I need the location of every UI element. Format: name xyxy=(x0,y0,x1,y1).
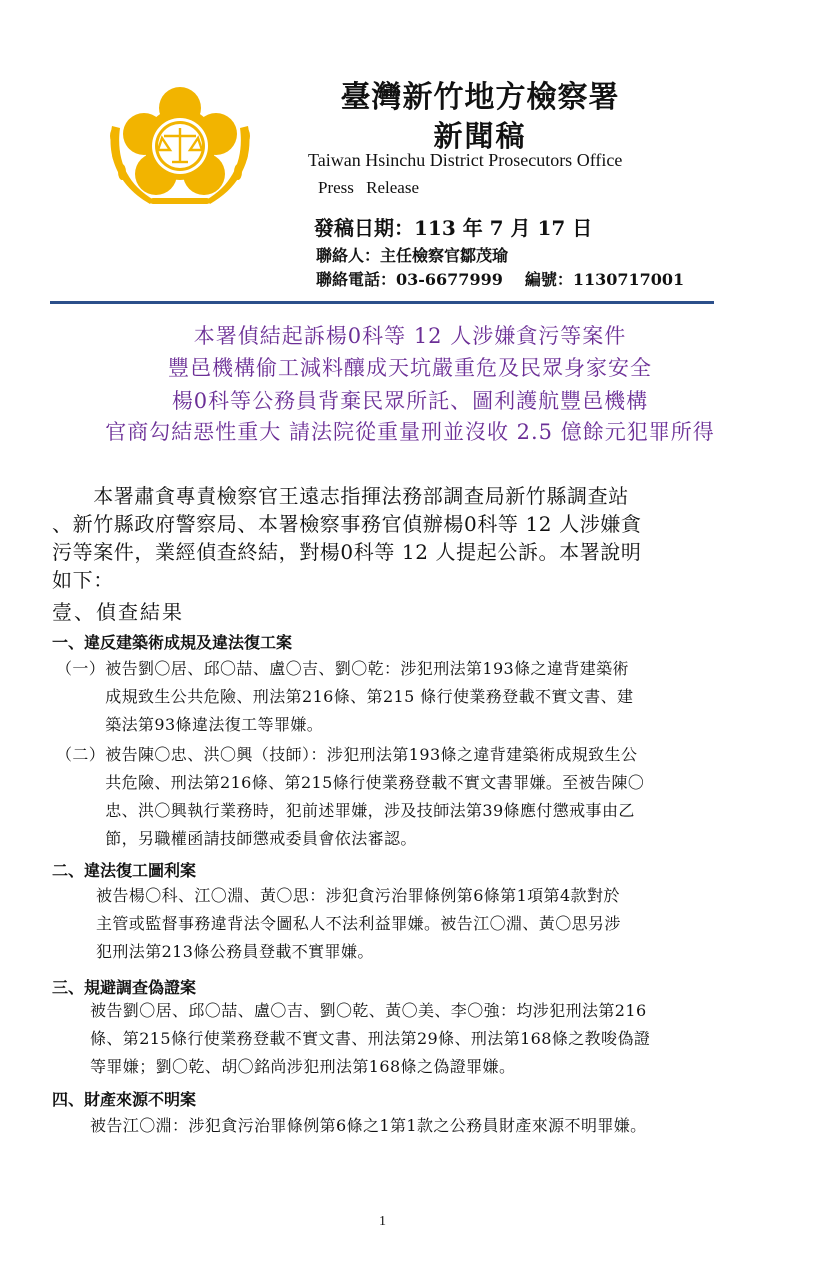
item-line: （二）被告陳〇忠、洪〇興（技師）：涉犯刑法第193條之違背建築術成規致生公 xyxy=(56,745,638,764)
org-title: 臺灣新竹地方檢察署 xyxy=(340,80,620,115)
contact-phone: 聯絡電話：03-6677999 xyxy=(316,270,503,289)
paragraph-line: 犯刑法第213條公務員登載不實罪嫌。 xyxy=(96,942,374,961)
section-heading: 三、規避調查偽證案 xyxy=(52,978,197,997)
item-line: 節，另職權函請技師懲戒委員會依法審認。 xyxy=(56,829,417,848)
contact-person: 聯絡人：主任檢察官鄒茂瑜 xyxy=(316,246,509,265)
item-line: 築法第93條違法復工等罪嫌。 xyxy=(56,715,324,734)
paragraph-line: 被告楊〇科、江〇淵、黃〇思：涉犯貪污治罪條例第6條第1項第4款對於 xyxy=(96,886,620,905)
intro-line: 、新竹縣政府警察局、本署檢察事務官偵辦楊0科等 12 人涉嫌貪 xyxy=(52,512,642,536)
org-english-name: Taiwan Hsinchu District Prosecutors Office xyxy=(308,150,623,170)
prosecutors-office-logo xyxy=(104,86,256,216)
press-title: 新聞稿 xyxy=(433,119,527,153)
intro-paragraph xyxy=(52,482,728,594)
header-divider xyxy=(50,301,714,304)
item-line: （一）被告劉〇居、邱〇喆、盧〇吉、劉〇乾：涉犯刑法第193條之違背建築術 xyxy=(56,659,629,678)
section-heading: 一、違反建築術成規及違法復工案 xyxy=(52,633,293,652)
intro-line: 如下： xyxy=(52,568,114,592)
section-item xyxy=(56,741,644,853)
part-title: 壹、偵查結果 xyxy=(52,600,184,624)
item-line: 忠、洪〇興執行業務時，犯前述罪嫌，涉及技師法第39條應付懲戒事由乙 xyxy=(56,801,635,820)
intro-line: 本署肅貪專責檢察官王遠志指揮法務部調查局新竹縣調查站 xyxy=(52,484,629,508)
section-heading: 二、違法復工圖利案 xyxy=(52,861,197,880)
section-heading: 四、財產來源不明案 xyxy=(52,1090,197,1109)
press-release-label: Press Release xyxy=(318,178,420,197)
intro-line: 污等案件，業經偵查終結，對楊0科等 12 人提起公訴。本署說明 xyxy=(52,540,642,564)
section-paragraph xyxy=(90,1112,647,1140)
release-date: 發稿日期：113 年 7 月 17 日 xyxy=(314,216,593,240)
document-number: 編號：1130717001 xyxy=(524,270,685,289)
headline-line: 楊0科等公務員背棄民眾所託、圖利護航豐邑機構 xyxy=(171,389,649,413)
page-number: 1 xyxy=(379,1214,386,1229)
paragraph-line: 主管或監督事務違背法令圖私人不法利益罪嫌。被告江〇淵、黃〇思另涉 xyxy=(96,914,621,933)
section-paragraph xyxy=(96,882,621,966)
section-item xyxy=(56,655,633,739)
paragraph-line: 被告劉〇居、邱〇喆、盧〇吉、劉〇乾、黃〇美、李〇強：均涉犯刑法第216 xyxy=(90,1001,647,1020)
headline-line: 本署偵結起訴楊0科等 12 人涉嫌貪污等案件 xyxy=(193,324,627,348)
headline-line: 官商勾結惡性重大 請法院從重量刑並沒收 2.5 億餘元犯罪所得 xyxy=(105,420,715,444)
paragraph-line: 等罪嫌；劉〇乾、胡〇銘尚涉犯刑法第168條之偽證罪嫌。 xyxy=(90,1057,516,1076)
contact-phone-line xyxy=(316,267,684,290)
headline-line: 豐邑機構偷工減料釀成天坑嚴重危及民眾身家安全 xyxy=(168,356,652,380)
item-line: 成規致生公共危險、刑法第216條、第215 條行使業務登載不實文書、建 xyxy=(56,687,634,706)
section-paragraph xyxy=(90,997,650,1081)
paragraph-line: 條、第215條行使業務登載不實文書、刑法第29條、刑法第168條之教唆偽證 xyxy=(90,1029,651,1048)
paragraph-line: 被告江〇淵：涉犯貪污治罪條例第6條之1第1款之公務員財產來源不明罪嫌。 xyxy=(90,1116,647,1135)
item-line: 共危險、刑法第216條、第215條行使業務登載不實文書罪嫌。至被告陳〇 xyxy=(56,773,645,792)
